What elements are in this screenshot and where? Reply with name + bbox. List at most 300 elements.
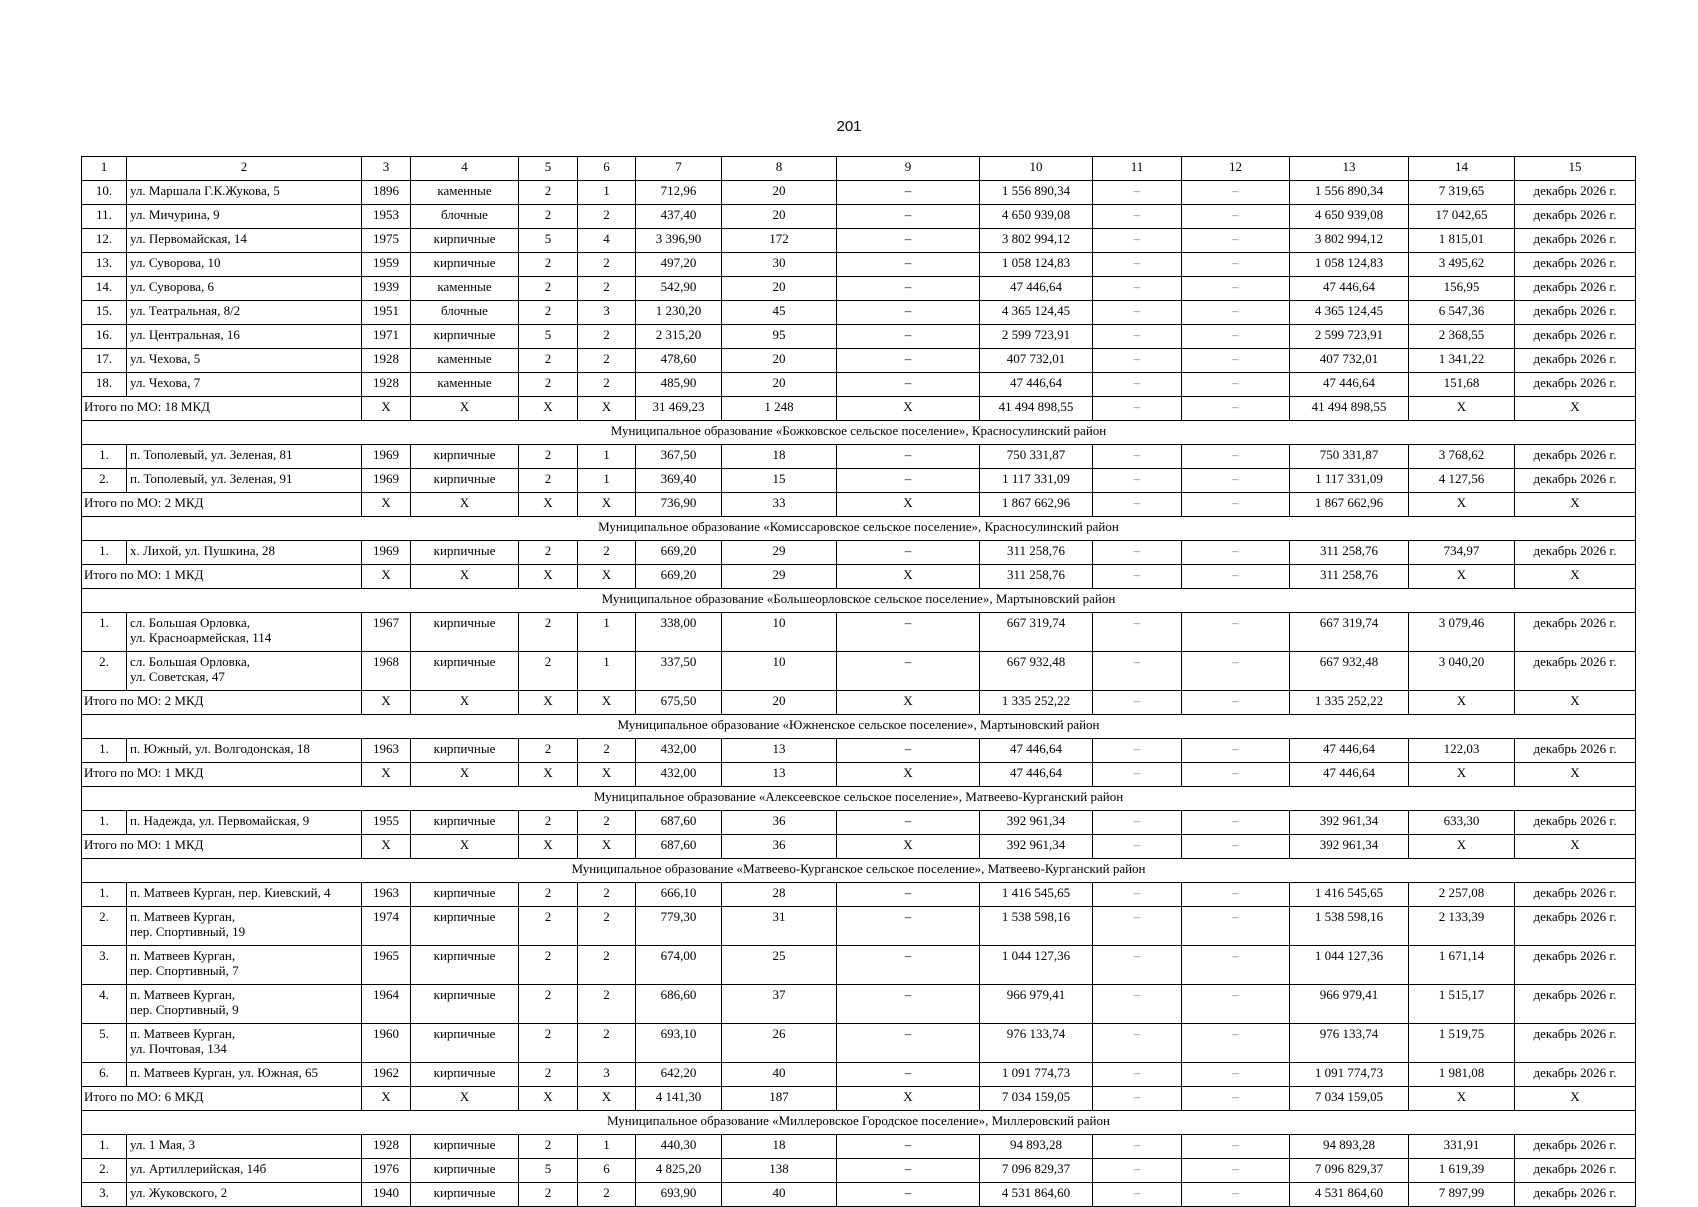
floors: 2 bbox=[519, 445, 578, 469]
deadline: декабрь 2026 г. bbox=[1515, 613, 1636, 652]
col12-value: – bbox=[1182, 1063, 1290, 1087]
total-col14: X bbox=[1409, 1087, 1515, 1111]
row-number: 1. bbox=[82, 613, 127, 652]
total-cost: 7 034 159,05 bbox=[980, 1087, 1093, 1111]
address: ул. 1 Мая, 3 bbox=[127, 1135, 362, 1159]
total-col13: 47 446,64 bbox=[1290, 763, 1409, 787]
entrances: 2 bbox=[578, 811, 636, 835]
table-row bbox=[82, 205, 1636, 229]
total-col11: – bbox=[1093, 397, 1182, 421]
col13-value: 94 893,28 bbox=[1290, 1135, 1409, 1159]
col11-value: – bbox=[1093, 1063, 1182, 1087]
entrances: 2 bbox=[578, 325, 636, 349]
col9-value: – bbox=[837, 1135, 980, 1159]
col13-value: 966 979,41 bbox=[1290, 985, 1409, 1024]
col14-value: 151,68 bbox=[1409, 373, 1515, 397]
residents: 15 bbox=[722, 469, 837, 493]
address: ул. Мичурина, 9 bbox=[127, 205, 362, 229]
col9-value: – bbox=[837, 445, 980, 469]
deadline: декабрь 2026 г. bbox=[1515, 301, 1636, 325]
deadline: декабрь 2026 г. bbox=[1515, 445, 1636, 469]
deadline: декабрь 2026 г. bbox=[1515, 325, 1636, 349]
total-year: X bbox=[362, 763, 411, 787]
wall-material: кирпичные bbox=[411, 1159, 519, 1183]
section-header-row bbox=[82, 859, 1636, 883]
total-area: 669,20 bbox=[636, 565, 722, 589]
area: 497,20 bbox=[636, 253, 722, 277]
section-header-row bbox=[82, 421, 1636, 445]
total-col12: – bbox=[1182, 835, 1290, 859]
col11-value: – bbox=[1093, 613, 1182, 652]
total-material: X bbox=[411, 763, 519, 787]
section-header-row bbox=[82, 517, 1636, 541]
deadline: декабрь 2026 г. bbox=[1515, 1063, 1636, 1087]
column-header: 12 bbox=[1182, 157, 1290, 181]
col9-value: – bbox=[837, 277, 980, 301]
year-built: 1976 bbox=[362, 1159, 411, 1183]
area: 686,60 bbox=[636, 985, 722, 1024]
area: 1 230,20 bbox=[636, 301, 722, 325]
year-built: 1896 bbox=[362, 181, 411, 205]
table-row bbox=[82, 613, 1636, 652]
total-cost: 1 867 662,96 bbox=[980, 493, 1093, 517]
entrances: 1 bbox=[578, 652, 636, 691]
floors: 5 bbox=[519, 229, 578, 253]
year-built: 1928 bbox=[362, 373, 411, 397]
col12-value: – bbox=[1182, 541, 1290, 565]
entrances: 1 bbox=[578, 1135, 636, 1159]
col12-value: – bbox=[1182, 205, 1290, 229]
address: сл. Большая Орловка, ул. Советская, 47 bbox=[127, 652, 362, 691]
col9-value: – bbox=[837, 469, 980, 493]
total-deadline: X bbox=[1515, 1087, 1636, 1111]
row-number: 13. bbox=[82, 253, 127, 277]
residents: 20 bbox=[722, 181, 837, 205]
address: сл. Большая Орловка, ул. Красноармейская, 114 bbox=[127, 613, 362, 652]
year-built: 1969 bbox=[362, 541, 411, 565]
entrances: 2 bbox=[578, 946, 636, 985]
total-row bbox=[82, 835, 1636, 859]
total-year: X bbox=[362, 397, 411, 421]
total-entrances: X bbox=[578, 1087, 636, 1111]
entrances: 1 bbox=[578, 613, 636, 652]
wall-material: кирпичные bbox=[411, 541, 519, 565]
col11-value: – bbox=[1093, 811, 1182, 835]
column-header: 2 bbox=[127, 157, 362, 181]
col11-value: – bbox=[1093, 229, 1182, 253]
total-row bbox=[82, 1087, 1636, 1111]
cost: 750 331,87 bbox=[980, 445, 1093, 469]
floors: 2 bbox=[519, 373, 578, 397]
address: ул. Центральная, 16 bbox=[127, 325, 362, 349]
floors: 2 bbox=[519, 277, 578, 301]
row-number: 18. bbox=[82, 373, 127, 397]
table-row bbox=[82, 229, 1636, 253]
total-col13: 1 867 662,96 bbox=[1290, 493, 1409, 517]
address: х. Лихой, ул. Пушкина, 28 bbox=[127, 541, 362, 565]
year-built: 1969 bbox=[362, 469, 411, 493]
residents: 18 bbox=[722, 1135, 837, 1159]
address: п. Матвеев Курган, ул. Южная, 65 bbox=[127, 1063, 362, 1087]
deadline: декабрь 2026 г. bbox=[1515, 277, 1636, 301]
entrances: 2 bbox=[578, 883, 636, 907]
column-header: 4 bbox=[411, 157, 519, 181]
section-title: Муниципальное образование «Миллеровское Городское поселение», Миллеровский район bbox=[82, 1111, 1636, 1135]
col12-value: – bbox=[1182, 811, 1290, 835]
row-number: 3. bbox=[82, 1183, 127, 1207]
total-residents: 29 bbox=[722, 565, 837, 589]
cost: 4 365 124,45 bbox=[980, 301, 1093, 325]
entrances: 2 bbox=[578, 739, 636, 763]
total-cost: 47 446,64 bbox=[980, 763, 1093, 787]
total-cost: 1 335 252,22 bbox=[980, 691, 1093, 715]
deadline: декабрь 2026 г. bbox=[1515, 739, 1636, 763]
col9-value: – bbox=[837, 1063, 980, 1087]
col13-value: 407 732,01 bbox=[1290, 349, 1409, 373]
row-number: 16. bbox=[82, 325, 127, 349]
col13-value: 1 416 545,65 bbox=[1290, 883, 1409, 907]
year-built: 1959 bbox=[362, 253, 411, 277]
total-floors: X bbox=[519, 835, 578, 859]
col11-value: – bbox=[1093, 1024, 1182, 1063]
entrances: 2 bbox=[578, 985, 636, 1024]
col11-value: – bbox=[1093, 373, 1182, 397]
deadline: декабрь 2026 г. bbox=[1515, 1183, 1636, 1207]
total-col13: 41 494 898,55 bbox=[1290, 397, 1409, 421]
residents: 20 bbox=[722, 373, 837, 397]
section-title: Муниципальное образование «Божковское сельское поселение», Красносулинский район bbox=[82, 421, 1636, 445]
table-row bbox=[82, 946, 1636, 985]
total-residents: 36 bbox=[722, 835, 837, 859]
address: п. Матвеев Курган, пер. Киевский, 4 bbox=[127, 883, 362, 907]
col12-value: – bbox=[1182, 1024, 1290, 1063]
total-cost: 311 258,76 bbox=[980, 565, 1093, 589]
total-cost: 392 961,34 bbox=[980, 835, 1093, 859]
area: 338,00 bbox=[636, 613, 722, 652]
col9-value: – bbox=[837, 373, 980, 397]
entrances: 2 bbox=[578, 253, 636, 277]
col11-value: – bbox=[1093, 907, 1182, 946]
wall-material: кирпичные bbox=[411, 253, 519, 277]
total-col11: – bbox=[1093, 493, 1182, 517]
total-material: X bbox=[411, 565, 519, 589]
col11-value: – bbox=[1093, 1159, 1182, 1183]
col13-value: 1 091 774,73 bbox=[1290, 1063, 1409, 1087]
cost: 47 446,64 bbox=[980, 373, 1093, 397]
col14-value: 17 042,65 bbox=[1409, 205, 1515, 229]
year-built: 1974 bbox=[362, 907, 411, 946]
table-row bbox=[82, 445, 1636, 469]
cost: 7 096 829,37 bbox=[980, 1159, 1093, 1183]
total-entrances: X bbox=[578, 493, 636, 517]
wall-material: кирпичные bbox=[411, 229, 519, 253]
col12-value: – bbox=[1182, 445, 1290, 469]
col11-value: – bbox=[1093, 253, 1182, 277]
address: п. Матвеев Курган, пер. Спортивный, 7 bbox=[127, 946, 362, 985]
col13-value: 311 258,76 bbox=[1290, 541, 1409, 565]
col9-value: – bbox=[837, 883, 980, 907]
year-built: 1960 bbox=[362, 1024, 411, 1063]
total-label: Итого по МО: 1 МКД bbox=[82, 763, 362, 787]
residents: 36 bbox=[722, 811, 837, 835]
col9-value: – bbox=[837, 541, 980, 565]
col14-value: 3 040,20 bbox=[1409, 652, 1515, 691]
total-col9: X bbox=[837, 763, 980, 787]
col14-value: 122,03 bbox=[1409, 739, 1515, 763]
entrances: 3 bbox=[578, 301, 636, 325]
total-col14: X bbox=[1409, 691, 1515, 715]
address: ул. Театральная, 8/2 bbox=[127, 301, 362, 325]
table-row bbox=[82, 1024, 1636, 1063]
total-label: Итого по МО: 6 МКД bbox=[82, 1087, 362, 1111]
col11-value: – bbox=[1093, 205, 1182, 229]
area: 478,60 bbox=[636, 349, 722, 373]
column-header: 8 bbox=[722, 157, 837, 181]
entrances: 2 bbox=[578, 1024, 636, 1063]
table-row bbox=[82, 739, 1636, 763]
cost: 47 446,64 bbox=[980, 739, 1093, 763]
total-deadline: X bbox=[1515, 565, 1636, 589]
wall-material: кирпичные bbox=[411, 613, 519, 652]
total-col12: – bbox=[1182, 565, 1290, 589]
total-deadline: X bbox=[1515, 835, 1636, 859]
deadline: декабрь 2026 г. bbox=[1515, 229, 1636, 253]
total-area: 736,90 bbox=[636, 493, 722, 517]
residents: 13 bbox=[722, 739, 837, 763]
wall-material: кирпичные bbox=[411, 985, 519, 1024]
col11-value: – bbox=[1093, 325, 1182, 349]
total-entrances: X bbox=[578, 835, 636, 859]
year-built: 1963 bbox=[362, 739, 411, 763]
area: 4 825,20 bbox=[636, 1159, 722, 1183]
wall-material: кирпичные bbox=[411, 1183, 519, 1207]
total-floors: X bbox=[519, 565, 578, 589]
wall-material: кирпичные bbox=[411, 739, 519, 763]
row-number: 1. bbox=[82, 445, 127, 469]
wall-material: кирпичные bbox=[411, 1063, 519, 1087]
section-header-row bbox=[82, 715, 1636, 739]
table-row bbox=[82, 277, 1636, 301]
section-title: Муниципальное образование «Комиссаровское сельское поселение», Красносулинский район bbox=[82, 517, 1636, 541]
col13-value: 7 096 829,37 bbox=[1290, 1159, 1409, 1183]
total-entrances: X bbox=[578, 397, 636, 421]
cost: 667 319,74 bbox=[980, 613, 1093, 652]
floors: 2 bbox=[519, 613, 578, 652]
table-row bbox=[82, 985, 1636, 1024]
col12-value: – bbox=[1182, 1183, 1290, 1207]
col12-value: – bbox=[1182, 1135, 1290, 1159]
row-number: 1. bbox=[82, 1135, 127, 1159]
col12-value: – bbox=[1182, 181, 1290, 205]
year-built: 1975 bbox=[362, 229, 411, 253]
total-col9: X bbox=[837, 565, 980, 589]
year-built: 1969 bbox=[362, 445, 411, 469]
cost: 1 538 598,16 bbox=[980, 907, 1093, 946]
col11-value: – bbox=[1093, 277, 1182, 301]
section-header-row bbox=[82, 1111, 1636, 1135]
col14-value: 156,95 bbox=[1409, 277, 1515, 301]
col9-value: – bbox=[837, 1024, 980, 1063]
row-number: 1. bbox=[82, 541, 127, 565]
total-col11: – bbox=[1093, 1087, 1182, 1111]
residents: 95 bbox=[722, 325, 837, 349]
col14-value: 4 127,56 bbox=[1409, 469, 1515, 493]
floors: 2 bbox=[519, 811, 578, 835]
total-entrances: X bbox=[578, 691, 636, 715]
wall-material: кирпичные bbox=[411, 325, 519, 349]
total-entrances: X bbox=[578, 763, 636, 787]
col13-value: 667 319,74 bbox=[1290, 613, 1409, 652]
residents: 20 bbox=[722, 205, 837, 229]
table-row bbox=[82, 652, 1636, 691]
wall-material: блочные bbox=[411, 205, 519, 229]
total-floors: X bbox=[519, 397, 578, 421]
col13-value: 47 446,64 bbox=[1290, 277, 1409, 301]
col13-value: 1 117 331,09 bbox=[1290, 469, 1409, 493]
total-deadline: X bbox=[1515, 397, 1636, 421]
col9-value: – bbox=[837, 739, 980, 763]
total-col9: X bbox=[837, 835, 980, 859]
total-col13: 1 335 252,22 bbox=[1290, 691, 1409, 715]
residents: 40 bbox=[722, 1063, 837, 1087]
area: 367,50 bbox=[636, 445, 722, 469]
total-row bbox=[82, 565, 1636, 589]
entrances: 2 bbox=[578, 205, 636, 229]
total-residents: 187 bbox=[722, 1087, 837, 1111]
residents: 28 bbox=[722, 883, 837, 907]
total-floors: X bbox=[519, 1087, 578, 1111]
row-number: 10. bbox=[82, 181, 127, 205]
wall-material: кирпичные bbox=[411, 946, 519, 985]
floors: 2 bbox=[519, 541, 578, 565]
deadline: декабрь 2026 г. bbox=[1515, 253, 1636, 277]
address: ул. Суворова, 10 bbox=[127, 253, 362, 277]
deadline: декабрь 2026 г. bbox=[1515, 541, 1636, 565]
total-col14: X bbox=[1409, 493, 1515, 517]
cost: 966 979,41 bbox=[980, 985, 1093, 1024]
col13-value: 4 650 939,08 bbox=[1290, 205, 1409, 229]
column-header: 13 bbox=[1290, 157, 1409, 181]
entrances: 1 bbox=[578, 181, 636, 205]
total-residents: 1 248 bbox=[722, 397, 837, 421]
col14-value: 1 515,17 bbox=[1409, 985, 1515, 1024]
cost: 1 416 545,65 bbox=[980, 883, 1093, 907]
year-built: 1968 bbox=[362, 652, 411, 691]
col11-value: – bbox=[1093, 301, 1182, 325]
total-deadline: X bbox=[1515, 493, 1636, 517]
total-col14: X bbox=[1409, 763, 1515, 787]
entrances: 2 bbox=[578, 349, 636, 373]
total-year: X bbox=[362, 691, 411, 715]
col13-value: 2 599 723,91 bbox=[1290, 325, 1409, 349]
col14-value: 1 619,39 bbox=[1409, 1159, 1515, 1183]
column-header: 5 bbox=[519, 157, 578, 181]
cost: 47 446,64 bbox=[980, 277, 1093, 301]
area: 3 396,90 bbox=[636, 229, 722, 253]
area: 440,30 bbox=[636, 1135, 722, 1159]
deadline: декабрь 2026 г. bbox=[1515, 652, 1636, 691]
col9-value: – bbox=[837, 349, 980, 373]
total-col13: 7 034 159,05 bbox=[1290, 1087, 1409, 1111]
total-material: X bbox=[411, 493, 519, 517]
total-residents: 20 bbox=[722, 691, 837, 715]
residents: 45 bbox=[722, 301, 837, 325]
address: п. Южный, ул. Волгодонская, 18 bbox=[127, 739, 362, 763]
col13-value: 1 538 598,16 bbox=[1290, 907, 1409, 946]
col13-value: 47 446,64 bbox=[1290, 739, 1409, 763]
entrances: 1 bbox=[578, 469, 636, 493]
wall-material: кирпичные bbox=[411, 811, 519, 835]
year-built: 1962 bbox=[362, 1063, 411, 1087]
column-header: 10 bbox=[980, 157, 1093, 181]
total-area: 31 469,23 bbox=[636, 397, 722, 421]
year-built: 1964 bbox=[362, 985, 411, 1024]
entrances: 6 bbox=[578, 1159, 636, 1183]
col12-value: – bbox=[1182, 883, 1290, 907]
total-label: Итого по МО: 1 МКД bbox=[82, 835, 362, 859]
buildings-table bbox=[81, 156, 1636, 1207]
area: 666,10 bbox=[636, 883, 722, 907]
table-row bbox=[82, 349, 1636, 373]
col9-value: – bbox=[837, 613, 980, 652]
total-material: X bbox=[411, 397, 519, 421]
cost: 1 117 331,09 bbox=[980, 469, 1093, 493]
address: ул. Чехова, 7 bbox=[127, 373, 362, 397]
residents: 26 bbox=[722, 1024, 837, 1063]
total-row bbox=[82, 691, 1636, 715]
year-built: 1971 bbox=[362, 325, 411, 349]
col9-value: – bbox=[837, 325, 980, 349]
row-number: 2. bbox=[82, 1159, 127, 1183]
col14-value: 331,91 bbox=[1409, 1135, 1515, 1159]
total-col14: X bbox=[1409, 397, 1515, 421]
col14-value: 734,97 bbox=[1409, 541, 1515, 565]
column-header: 11 bbox=[1093, 157, 1182, 181]
column-header: 6 bbox=[578, 157, 636, 181]
total-area: 432,00 bbox=[636, 763, 722, 787]
entrances: 2 bbox=[578, 907, 636, 946]
residents: 138 bbox=[722, 1159, 837, 1183]
cost: 4 650 939,08 bbox=[980, 205, 1093, 229]
floors: 2 bbox=[519, 1063, 578, 1087]
wall-material: кирпичные bbox=[411, 907, 519, 946]
total-year: X bbox=[362, 1087, 411, 1111]
address: п. Матвеев Курган, ул. Почтовая, 134 bbox=[127, 1024, 362, 1063]
cost: 3 802 994,12 bbox=[980, 229, 1093, 253]
deadline: декабрь 2026 г. bbox=[1515, 1159, 1636, 1183]
total-col9: X bbox=[837, 397, 980, 421]
col14-value: 3 079,46 bbox=[1409, 613, 1515, 652]
col12-value: – bbox=[1182, 652, 1290, 691]
col13-value: 1 058 124,83 bbox=[1290, 253, 1409, 277]
row-number: 2. bbox=[82, 907, 127, 946]
column-header: 15 bbox=[1515, 157, 1636, 181]
col9-value: – bbox=[837, 229, 980, 253]
deadline: декабрь 2026 г. bbox=[1515, 205, 1636, 229]
entrances: 2 bbox=[578, 277, 636, 301]
entrances: 4 bbox=[578, 229, 636, 253]
col12-value: – bbox=[1182, 739, 1290, 763]
year-built: 1967 bbox=[362, 613, 411, 652]
address: ул. Жуковского, 2 bbox=[127, 1183, 362, 1207]
table-row bbox=[82, 541, 1636, 565]
table-row bbox=[82, 811, 1636, 835]
table-row bbox=[82, 1183, 1636, 1207]
col11-value: – bbox=[1093, 1183, 1182, 1207]
total-col11: – bbox=[1093, 691, 1182, 715]
section-header-row bbox=[82, 787, 1636, 811]
residents: 29 bbox=[722, 541, 837, 565]
